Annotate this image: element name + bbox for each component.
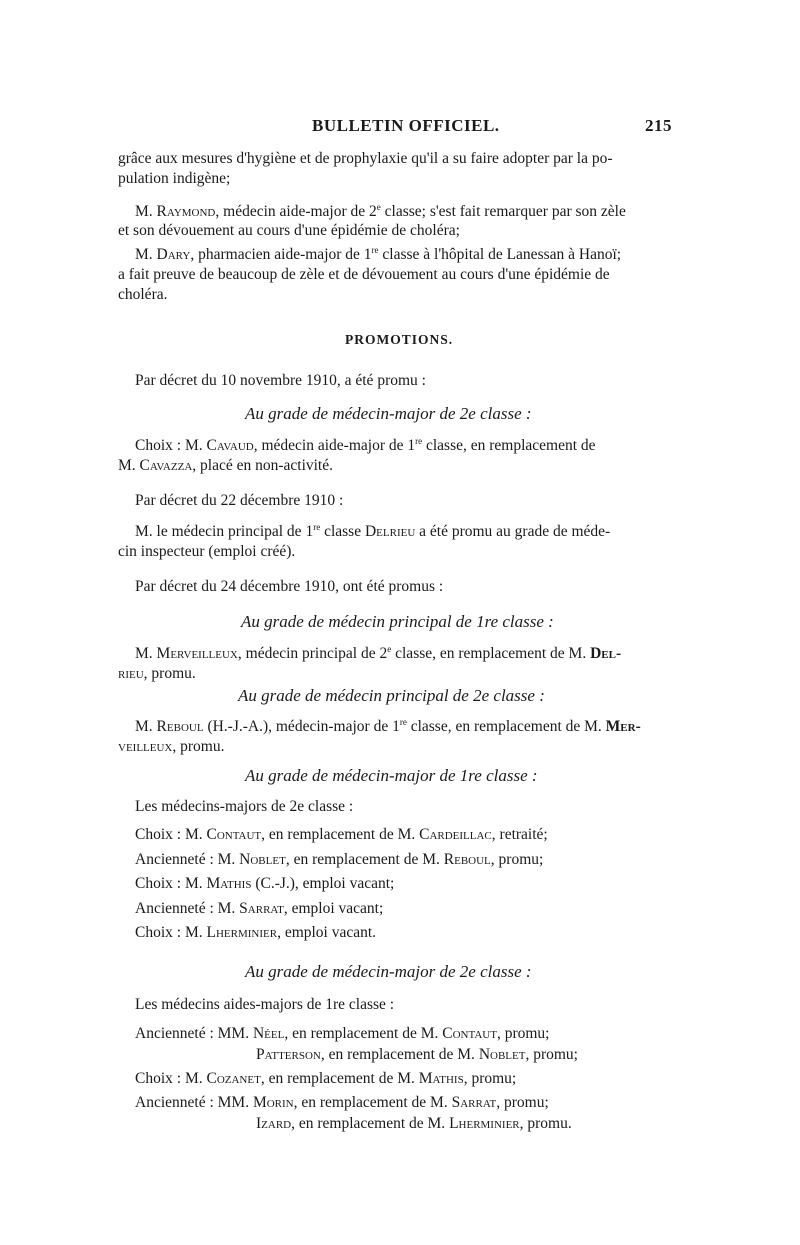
person-name: Lherminier: [449, 1115, 520, 1132]
intro-line-1: grâce aux mesures d'hygiène et de prophylaxie qu'il a su faire adopter par la po-: [118, 150, 613, 167]
text-run: classe à l'hôpital de Lanessan à Hanoï;: [378, 246, 622, 263]
decree-3: Par décret du 24 décembre 1910, ont été promus :: [135, 578, 444, 595]
text-run: , placé en non-activité.: [192, 457, 333, 474]
person-name: rieu: [118, 665, 144, 682]
superscript: re: [313, 522, 321, 532]
person-name: Noblet: [239, 851, 286, 868]
superscript: re: [371, 245, 379, 255]
dary-line-1: [135, 246, 621, 264]
page-number: 215: [645, 116, 672, 135]
major-entry-1: [135, 826, 548, 844]
text-run: M. le médecin principal de 1: [135, 523, 314, 540]
aide-entry-5: [256, 1115, 572, 1133]
major-entry-3: [135, 875, 394, 893]
person-name: Patterson: [256, 1046, 321, 1063]
person-name: Cozanet: [206, 1070, 261, 1087]
raymond-line-1: [135, 203, 626, 221]
person-name: Dary: [156, 246, 191, 263]
person-name: Del-: [590, 645, 622, 662]
aide-entry-1: [135, 1025, 549, 1043]
text-run: , emploi vacant;: [283, 900, 384, 917]
text-run: Choix : M.: [135, 1070, 207, 1087]
person-name: Mathis: [418, 1070, 464, 1087]
grade-heading-1: Au grade de médecin-major de 2e classe :: [245, 404, 532, 423]
person-name: Morin: [252, 1094, 294, 1111]
reboul-line-2: [118, 738, 224, 756]
text-run: , promu.: [143, 665, 196, 682]
grade-heading-5: Au grade de médecin-major de 2e classe :: [245, 962, 532, 981]
text-run: , promu;: [496, 1094, 549, 1111]
aide-entry-3: [135, 1070, 516, 1088]
superscript: e: [376, 202, 381, 212]
decree-1: Par décret du 10 novembre 1910, a été promu :: [135, 372, 426, 389]
text-run: , en remplacement de M.: [291, 1115, 450, 1132]
dary-line-2: a fait preuve de beaucoup de zèle et de dévouement au cours d'une épidémie de: [118, 266, 610, 283]
text-run: Choix : M.: [135, 924, 207, 941]
person-name: Cavazza: [139, 457, 193, 474]
person-name: Reboul: [443, 851, 491, 868]
text-run: classe, en remplacement de M.: [406, 718, 606, 735]
text-run: , en remplacement de M.: [293, 1094, 452, 1111]
choix-cavaud-line-2: [118, 457, 333, 475]
text-run: Ancienneté : MM.: [135, 1025, 253, 1042]
person-name: Néel: [252, 1025, 285, 1042]
text-run: (H.-J.-A.), médecin-major de 1: [203, 718, 400, 735]
decree-2: Par décret du 22 décembre 1910 :: [135, 492, 344, 509]
text-run: , médecin aide-major de 1: [253, 437, 416, 454]
text-run: , en remplacement de M.: [284, 1025, 443, 1042]
person-name: Lherminier: [206, 924, 278, 941]
person-name: Cavaud: [206, 437, 254, 454]
major-entry-5: [135, 924, 376, 942]
text-run: , médecin principal de 2: [237, 645, 388, 662]
major-entry-2: [135, 851, 543, 869]
superscript: re: [399, 717, 407, 727]
text-run: , en remplacement de M.: [260, 1070, 419, 1087]
text-run: M.: [135, 246, 157, 263]
text-run: a été promu au grade de méde-: [415, 523, 611, 540]
text-run: , médecin aide-major de 2: [215, 203, 377, 220]
grade-heading-2: Au grade de médecin principal de 1re classe :: [241, 612, 554, 631]
text-run: M.: [135, 203, 157, 220]
dary-line-3: choléra.: [118, 286, 168, 303]
running-title: BULLETIN OFFICIEL.: [312, 116, 500, 135]
person-name: Merveilleux: [156, 645, 238, 662]
text-run: , pharmacien aide-major de 1: [190, 246, 372, 263]
majors-intro: Les médecins-majors de 2e classe :: [135, 798, 354, 815]
text-run: , en remplacement de M.: [261, 826, 420, 843]
text-run: Ancienneté : MM.: [135, 1094, 253, 1111]
text-run: , emploi vacant.: [277, 924, 377, 941]
aide-entry-2: [256, 1046, 578, 1064]
grade-heading-3: Au grade de médecin principal de 2e classe :: [238, 686, 545, 705]
raymond-line-2: et son dévouement au cours d'une épidémie de choléra;: [118, 222, 460, 239]
person-name: Sarrat: [239, 900, 284, 917]
text-run: (C.-J.), emploi vacant;: [251, 875, 395, 892]
major-entry-4: [135, 900, 383, 918]
text-run: , retraité;: [491, 826, 548, 843]
text-run: Ancienneté : M.: [135, 851, 240, 868]
text-run: classe, en remplacement de: [422, 437, 596, 454]
text-run: , promu;: [496, 1025, 550, 1042]
person-name: Sarrat: [451, 1094, 497, 1111]
text-run: M.: [135, 718, 157, 735]
text-run: , promu.: [172, 738, 225, 755]
text-run: classe: [320, 523, 365, 540]
text-run: , promu;: [463, 1070, 517, 1087]
text-run: Choix : M.: [135, 437, 207, 454]
text-run: Choix : M.: [135, 826, 207, 843]
text-run: classe; s'est fait remarquer par son zèle: [380, 203, 626, 220]
text-run: , en remplacement de M.: [285, 851, 444, 868]
person-name: Delrieu: [364, 523, 416, 540]
text-run: , en remplacement de M.: [320, 1046, 479, 1063]
text-run: , promu;: [525, 1046, 578, 1063]
merveilleux-line-2: [118, 665, 196, 683]
aides-intro: Les médecins aides-majors de 1re classe :: [135, 996, 395, 1013]
person-name: Contaut: [206, 826, 262, 843]
intro-line-2: pulation indigène;: [118, 170, 231, 187]
person-name: Mathis: [206, 875, 252, 892]
text-run: classe, en remplacement de M.: [391, 645, 591, 662]
text-run: M.: [135, 645, 157, 662]
section-title: PROMOTIONS.: [345, 332, 454, 347]
superscript: e: [387, 644, 392, 654]
text-run: , promu.: [519, 1115, 572, 1132]
reboul-line-1: [135, 718, 641, 736]
person-name: Contaut: [442, 1025, 497, 1042]
person-name: Cardeillac: [419, 826, 492, 843]
text-run: Choix : M.: [135, 875, 207, 892]
grade-heading-4: Au grade de médecin-major de 1re classe :: [245, 766, 538, 785]
text-run: , promu;: [490, 851, 544, 868]
person-name: Izard: [256, 1115, 292, 1132]
text-run: Ancienneté : M.: [135, 900, 240, 917]
aide-entry-4: [135, 1094, 549, 1112]
person-name: Mer-: [605, 718, 641, 735]
merveilleux-line-1: [135, 645, 621, 663]
person-name: veilleux: [118, 738, 173, 755]
delrieu-line-2: cin inspecteur (emploi créé).: [118, 543, 296, 560]
choix-cavaud-line-1: [135, 437, 596, 455]
person-name: Reboul: [156, 718, 204, 735]
superscript: re: [415, 436, 423, 446]
person-name: Raymond: [156, 203, 216, 220]
delrieu-line-1: [135, 523, 610, 541]
person-name: Noblet: [478, 1046, 526, 1063]
text-run: M.: [118, 457, 140, 474]
